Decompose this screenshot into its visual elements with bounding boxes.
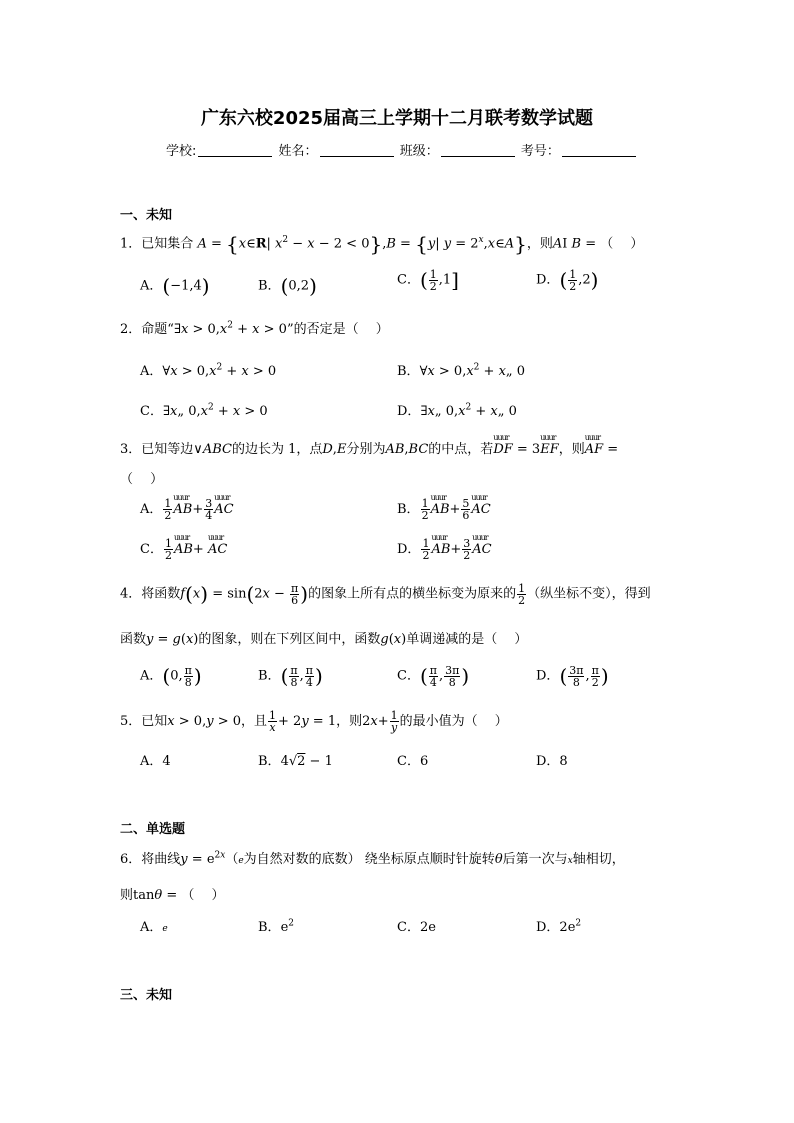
formula: A bbox=[197, 236, 207, 252]
option-a[interactable]: A． $\frac{1}{2}$ uuur AB+ $\frac{3}{4}$ uuur AC bbox=[140, 498, 234, 521]
option-b[interactable]: B． $\frac{1}{2}$ uuur AB+ $\frac{5}{6}$ uuur AC bbox=[397, 498, 491, 521]
option-a[interactable]: A．(−1,4) bbox=[140, 274, 210, 298]
option-b[interactable]: B．4√2 − 1 bbox=[258, 754, 333, 769]
question-number: 5． bbox=[120, 714, 142, 729]
option-c[interactable]: C．( $\frac{1}{2}$ ,1] bbox=[397, 267, 459, 293]
question-4: 4．将函数f(x) = sin(2x − $\frac{\pi}{6}$ )的图象上所有点的横坐标变为原来的 $\frac{1}{2}$ （纵坐标不变），得到 bbox=[120, 581, 651, 607]
id-blank[interactable] bbox=[562, 143, 636, 157]
name-label: 姓名： bbox=[278, 144, 318, 159]
question-number: 2． bbox=[120, 322, 142, 337]
section-heading: 二、单选题 bbox=[120, 822, 186, 837]
question-number: 6． bbox=[120, 852, 142, 867]
option-a[interactable]: A．(0, $\frac{\pi}{8}$ ) bbox=[140, 663, 202, 689]
option-c[interactable]: C．( $\frac{\pi}{4}$ , $\frac{3\pi}{8}$ ) bbox=[397, 663, 470, 689]
school-label: 学校: bbox=[166, 144, 197, 159]
page-title: 广东六校2025届高三上学期十二月联考数学试题 bbox=[200, 108, 594, 129]
option-b[interactable]: B．( $\frac{\pi}{8}$ , $\frac{\pi}{4}$ ) bbox=[258, 663, 323, 689]
option-d[interactable]: D．( $\frac{1}{2}$ ,2) bbox=[536, 267, 599, 293]
option-a[interactable]: A．e bbox=[140, 920, 168, 935]
option-d[interactable]: D．∃x„ $0,x^2$ + x„ 0 bbox=[397, 402, 517, 419]
question-number: 4． bbox=[120, 586, 142, 602]
option-a[interactable]: A．∀x > $0,x^2 + x > 0$ bbox=[140, 362, 277, 379]
option-c[interactable]: C． $\frac{1}{2}$ uuur AB+ uuur AC bbox=[140, 538, 227, 561]
question-1: 1．已知集合 A = {x∈R| $x^2 - x - 2 < 0\},B = \{y|$ $y = 2^x,x\in A$}，则AI B = （ ） bbox=[120, 232, 644, 256]
question-number: 3． bbox=[120, 442, 142, 457]
question-5: 5．已知x > 0,y > 0，且 $\frac{1}{x}$ + 2y = 1，则2x+ $\frac{1}{y}$ 的最小值为（ ） bbox=[120, 709, 508, 734]
option-b[interactable]: B．$e^2$ bbox=[258, 918, 294, 935]
student-info-line bbox=[166, 140, 638, 159]
school-blank[interactable] bbox=[198, 143, 272, 157]
option-d[interactable]: D．( $\frac{3\pi}{8}$ , $\frac{\pi}{2}$ ) bbox=[536, 663, 609, 689]
question-6: 6．将曲线$y = e^{2x}(e$为自然对数的底数） 绕坐标原点顺时针旋转θ后第一次与x轴相切， bbox=[120, 850, 625, 867]
option-c[interactable]: C．∃x„ $0,x^2 + x > 0$ bbox=[140, 402, 268, 419]
question-3-paren: （ ） bbox=[120, 472, 164, 487]
option-d[interactable]: D．$2e^2$ bbox=[536, 918, 582, 935]
option-d[interactable]: D． $\frac{1}{2}$ uuur AB+ $\frac{3}{2}$ uuur AC bbox=[397, 538, 492, 561]
option-c[interactable]: C．6 bbox=[397, 754, 429, 769]
option-b[interactable]: B．(0,2) bbox=[258, 274, 317, 298]
name-blank[interactable] bbox=[320, 143, 394, 157]
section-heading: 一、未知 bbox=[120, 208, 173, 223]
question-2: 2．命题“∃x > $0,x^2 + x > 0$”的否定是（ ） bbox=[120, 320, 389, 337]
id-label: 考号： bbox=[520, 144, 560, 159]
option-d[interactable]: D．8 bbox=[536, 754, 568, 769]
section-heading: 三、未知 bbox=[120, 988, 173, 1003]
question-number: 1． bbox=[120, 236, 142, 252]
option-b[interactable]: B．∀x > $0,x^2$ + x„ 0 bbox=[397, 362, 526, 379]
option-c[interactable]: C．2e bbox=[397, 920, 436, 935]
option-a[interactable]: A．4 bbox=[140, 754, 171, 769]
class-blank[interactable] bbox=[441, 143, 515, 157]
question-3: 3．已知等边∨ABC的边长为 1，点D,E分别为AB,BC的中点，若uuur DF = 3uuur EF，则uuur AF = bbox=[120, 438, 618, 457]
class-label: 班级： bbox=[399, 144, 439, 159]
question-4-line2: 函数y = g(x)的图象，则在下列区间中，函数g(x)单调递减的是（ ） bbox=[120, 632, 528, 647]
question-6-line2: 则tanθ = （ ） bbox=[120, 888, 225, 903]
